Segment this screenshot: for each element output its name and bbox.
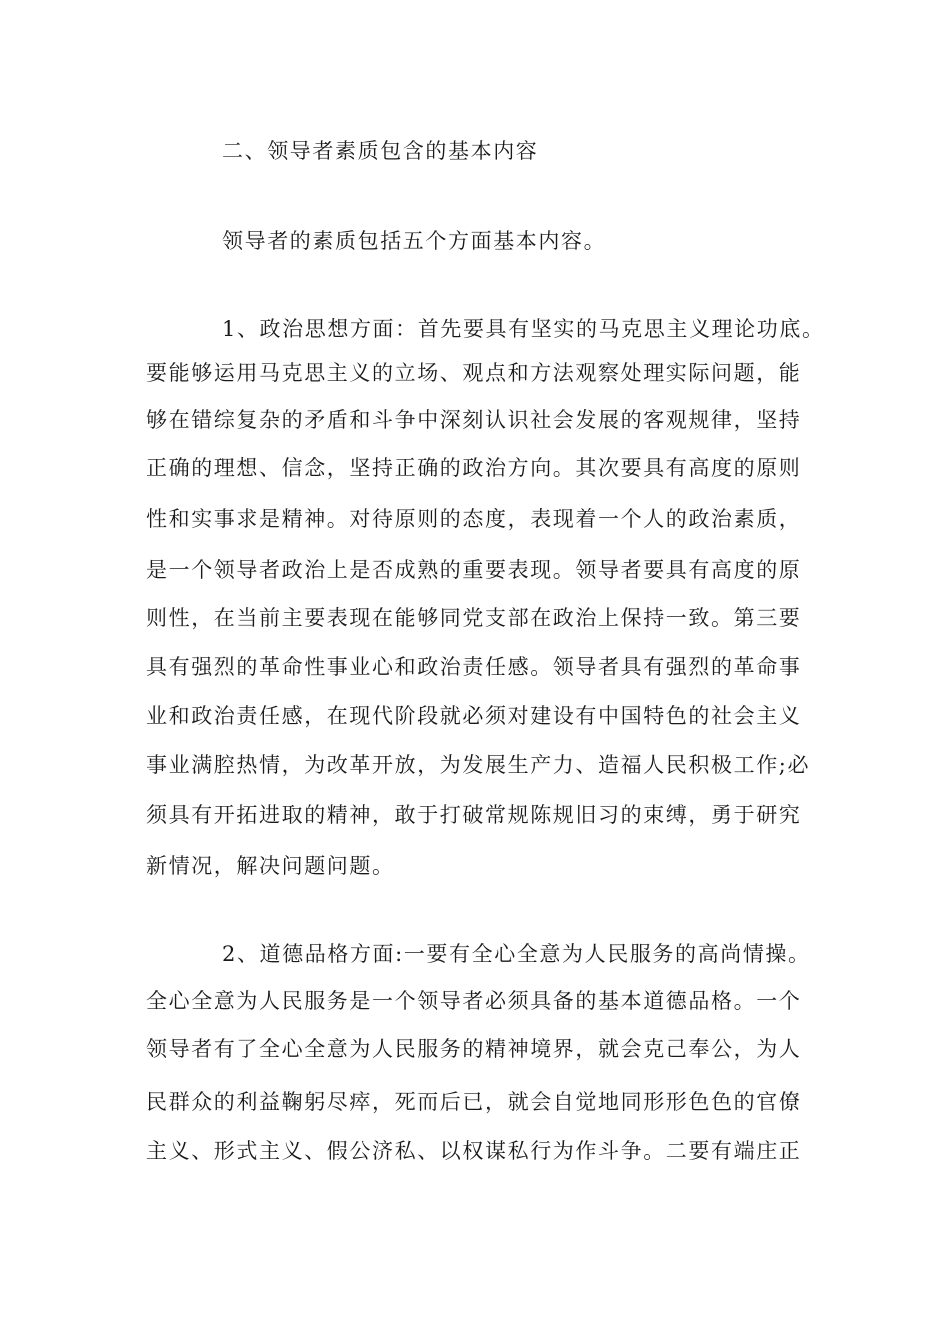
paragraph-line: 则性，在当前主要表现在能够同党支部在政治上保持一致。第三要 bbox=[146, 606, 802, 630]
paragraph-line: 具有强烈的革命性事业心和政治责任感。领导者具有强烈的革命事 bbox=[146, 655, 802, 679]
paragraph-line: 2、道德品格方面:一要有全心全意为人民服务的高尚情操。 bbox=[222, 942, 811, 966]
paragraph-line: 全心全意为人民服务是一个领导者必须具备的基本道德品格。一个 bbox=[146, 989, 802, 1013]
paragraph-line: 民群众的利益鞠躬尽瘁，死而后已，就会自觉地同形形色色的官僚 bbox=[146, 1090, 802, 1114]
section-heading: 二、领导者素质包含的基本内容 bbox=[222, 139, 539, 163]
paragraph-line: 要能够运用马克思主义的立场、观点和方法观察处理实际问题，能 bbox=[146, 361, 802, 385]
paragraph-line: 够在错综复杂的矛盾和斗争中深刻认识社会发展的客观规律，坚持 bbox=[146, 408, 802, 432]
paragraph-line: 主义、形式主义、假公济私、以权谋私行为作斗争。二要有端庄正 bbox=[146, 1139, 802, 1163]
paragraph-line: 事业满腔热情，为改革开放，为发展生产力、造福人民积极工作;必 bbox=[146, 753, 811, 777]
intro-line: 领导者的素质包括五个方面基本内容。 bbox=[222, 229, 607, 253]
paragraph-line: 1、政治思想方面：首先要具有坚实的马克思主义理论功底。 bbox=[222, 317, 825, 341]
paragraph-line: 业和政治责任感，在现代阶段就必须对建设有中国特色的社会主义 bbox=[146, 704, 802, 728]
paragraph-line: 新情况，解决问题问题。 bbox=[146, 854, 395, 878]
paragraph-line: 领导者有了全心全意为人民服务的精神境界，就会克己奉公，为人 bbox=[146, 1037, 802, 1061]
paragraph-line: 是一个领导者政治上是否成熟的重要表现。领导者要具有高度的原 bbox=[146, 558, 802, 582]
paragraph-line: 须具有开拓进取的精神，敢于打破常规陈规旧习的束缚，勇于研究 bbox=[146, 803, 802, 827]
paragraph-line: 正确的理想、信念，坚持正确的政治方向。其次要具有高度的原则 bbox=[146, 456, 802, 480]
paragraph-line: 性和实事求是精神。对待原则的态度，表现着一个人的政治素质， bbox=[146, 507, 802, 531]
